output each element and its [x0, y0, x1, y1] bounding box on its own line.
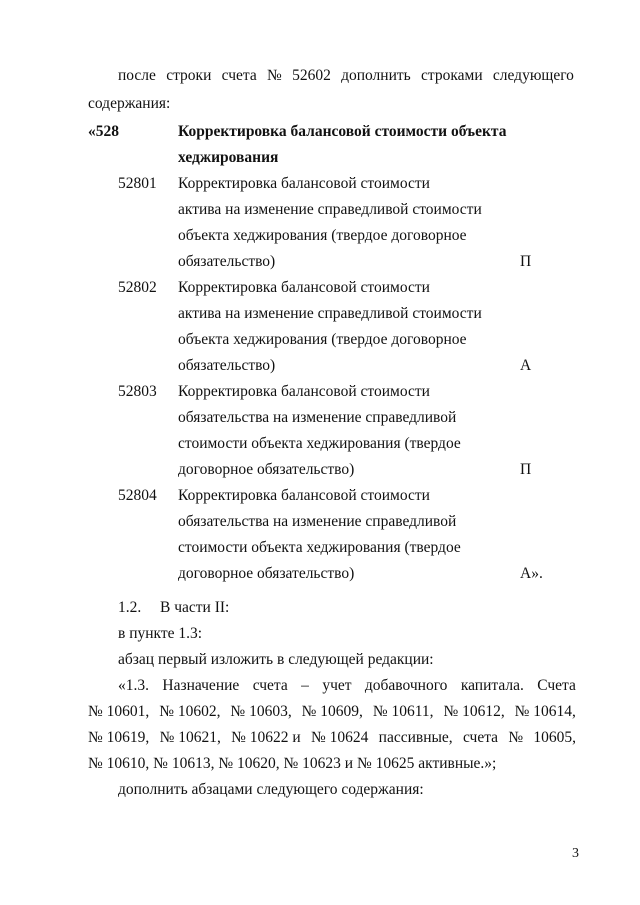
quote-word: 10605, — [533, 729, 576, 746]
intro-word: счета — [221, 67, 257, 84]
account-description-line: обязательства на изменение справедливой — [178, 513, 457, 530]
intro-word: следующего — [492, 67, 574, 84]
quote-word: – — [301, 677, 309, 694]
account-description-line: договорное обязательство) — [178, 565, 355, 582]
account-description-line: актива на изменение справедливой стоимости — [178, 201, 482, 218]
quote-word: № 10621, — [159, 729, 221, 746]
quote-word: № 10609, — [301, 703, 363, 720]
quote-word: счета — [462, 729, 499, 746]
quote-word: капитала. — [460, 677, 524, 694]
account-description-line: объекта хеджирования (твердое договорное — [178, 227, 467, 244]
account-description-line: Корректировка балансовой стоимости — [178, 487, 430, 504]
intro-word: строками — [421, 67, 483, 84]
intro-word: 52602 — [292, 67, 331, 84]
section-code: «528 — [88, 123, 119, 140]
account-code: 52802 — [118, 279, 157, 296]
intro-word: дополнить — [341, 67, 411, 84]
clause-number: 1.2. — [118, 599, 142, 616]
account-code: 52801 — [118, 175, 157, 192]
account-description-line: Корректировка балансовой стоимости — [178, 279, 430, 296]
account-description-line: обязательство) — [178, 357, 276, 374]
quote-word: Счета — [537, 677, 576, 694]
account-description-line: Корректировка балансовой стоимости — [178, 175, 430, 192]
section-title-line-1: Корректировка балансовой стоимости объекта — [178, 123, 507, 140]
account-code: 52803 — [118, 383, 157, 400]
instruction-paragraph: абзац первый изложить в следующей редакции: — [118, 651, 434, 668]
account-description-line: стоимости объекта хеджирования (твердое — [178, 539, 461, 556]
intro-word: после — [118, 67, 156, 84]
quote-word: № 10624 — [310, 729, 369, 746]
account-description-line: Корректировка балансовой стоимости — [178, 383, 430, 400]
quote-word: № 10611, — [372, 703, 434, 720]
page-number: 3 — [572, 846, 579, 861]
account-type: П — [520, 461, 532, 478]
quote-word: № 10603, — [230, 703, 292, 720]
account-description-line: обязательства на изменение справедливой — [178, 409, 457, 426]
account-description-line: обязательство) — [178, 253, 276, 270]
quote-word: пассивные, — [378, 729, 453, 746]
point-paragraph: в пункте 1.3: — [118, 625, 203, 642]
quote-word: № 10601, — [88, 703, 150, 720]
quote-word: № — [508, 729, 524, 746]
account-type: П — [520, 253, 532, 270]
quote-word: счета — [252, 677, 288, 694]
section-title-line-2: хеджирования — [178, 149, 279, 166]
quote-line-3 — [88, 728, 576, 748]
quote-word: добавочного — [364, 677, 448, 694]
intro-line-2: содержания: — [88, 95, 171, 112]
account-description-line: договорное обязательство) — [178, 461, 355, 478]
quote-word: № 10602, — [159, 703, 221, 720]
quote-line-1 — [118, 676, 576, 696]
quote-word: № 10622 и — [231, 729, 301, 746]
account-description-line: стоимости объекта хеджирования (твердое — [178, 435, 461, 452]
quote-line-2 — [88, 702, 576, 722]
clause-title: В части II: — [160, 599, 230, 616]
quote-word: «1.3. — [118, 677, 149, 694]
intro-line-1 — [118, 66, 574, 86]
quote-word: № 10619, — [88, 729, 150, 746]
account-description-line: объекта хеджирования (твердое договорное — [178, 331, 467, 348]
account-description-line: актива на изменение справедливой стоимости — [178, 305, 482, 322]
quote-line-4: № 10610, № 10613, № 10620, № 10623 и № 10625 активные.»; — [88, 755, 497, 772]
quote-word: Назначение — [162, 677, 240, 694]
addition-paragraph: дополнить абзацами следующего содержания: — [118, 781, 424, 798]
intro-word: строки — [166, 67, 212, 84]
quote-word: № 10614, — [514, 703, 576, 720]
account-type: А». — [520, 565, 543, 582]
quote-word: № 10612, — [443, 703, 505, 720]
account-type: А — [520, 357, 532, 374]
quote-word: учет — [322, 677, 352, 694]
intro-word: № — [267, 67, 282, 84]
account-code: 52804 — [118, 487, 157, 504]
